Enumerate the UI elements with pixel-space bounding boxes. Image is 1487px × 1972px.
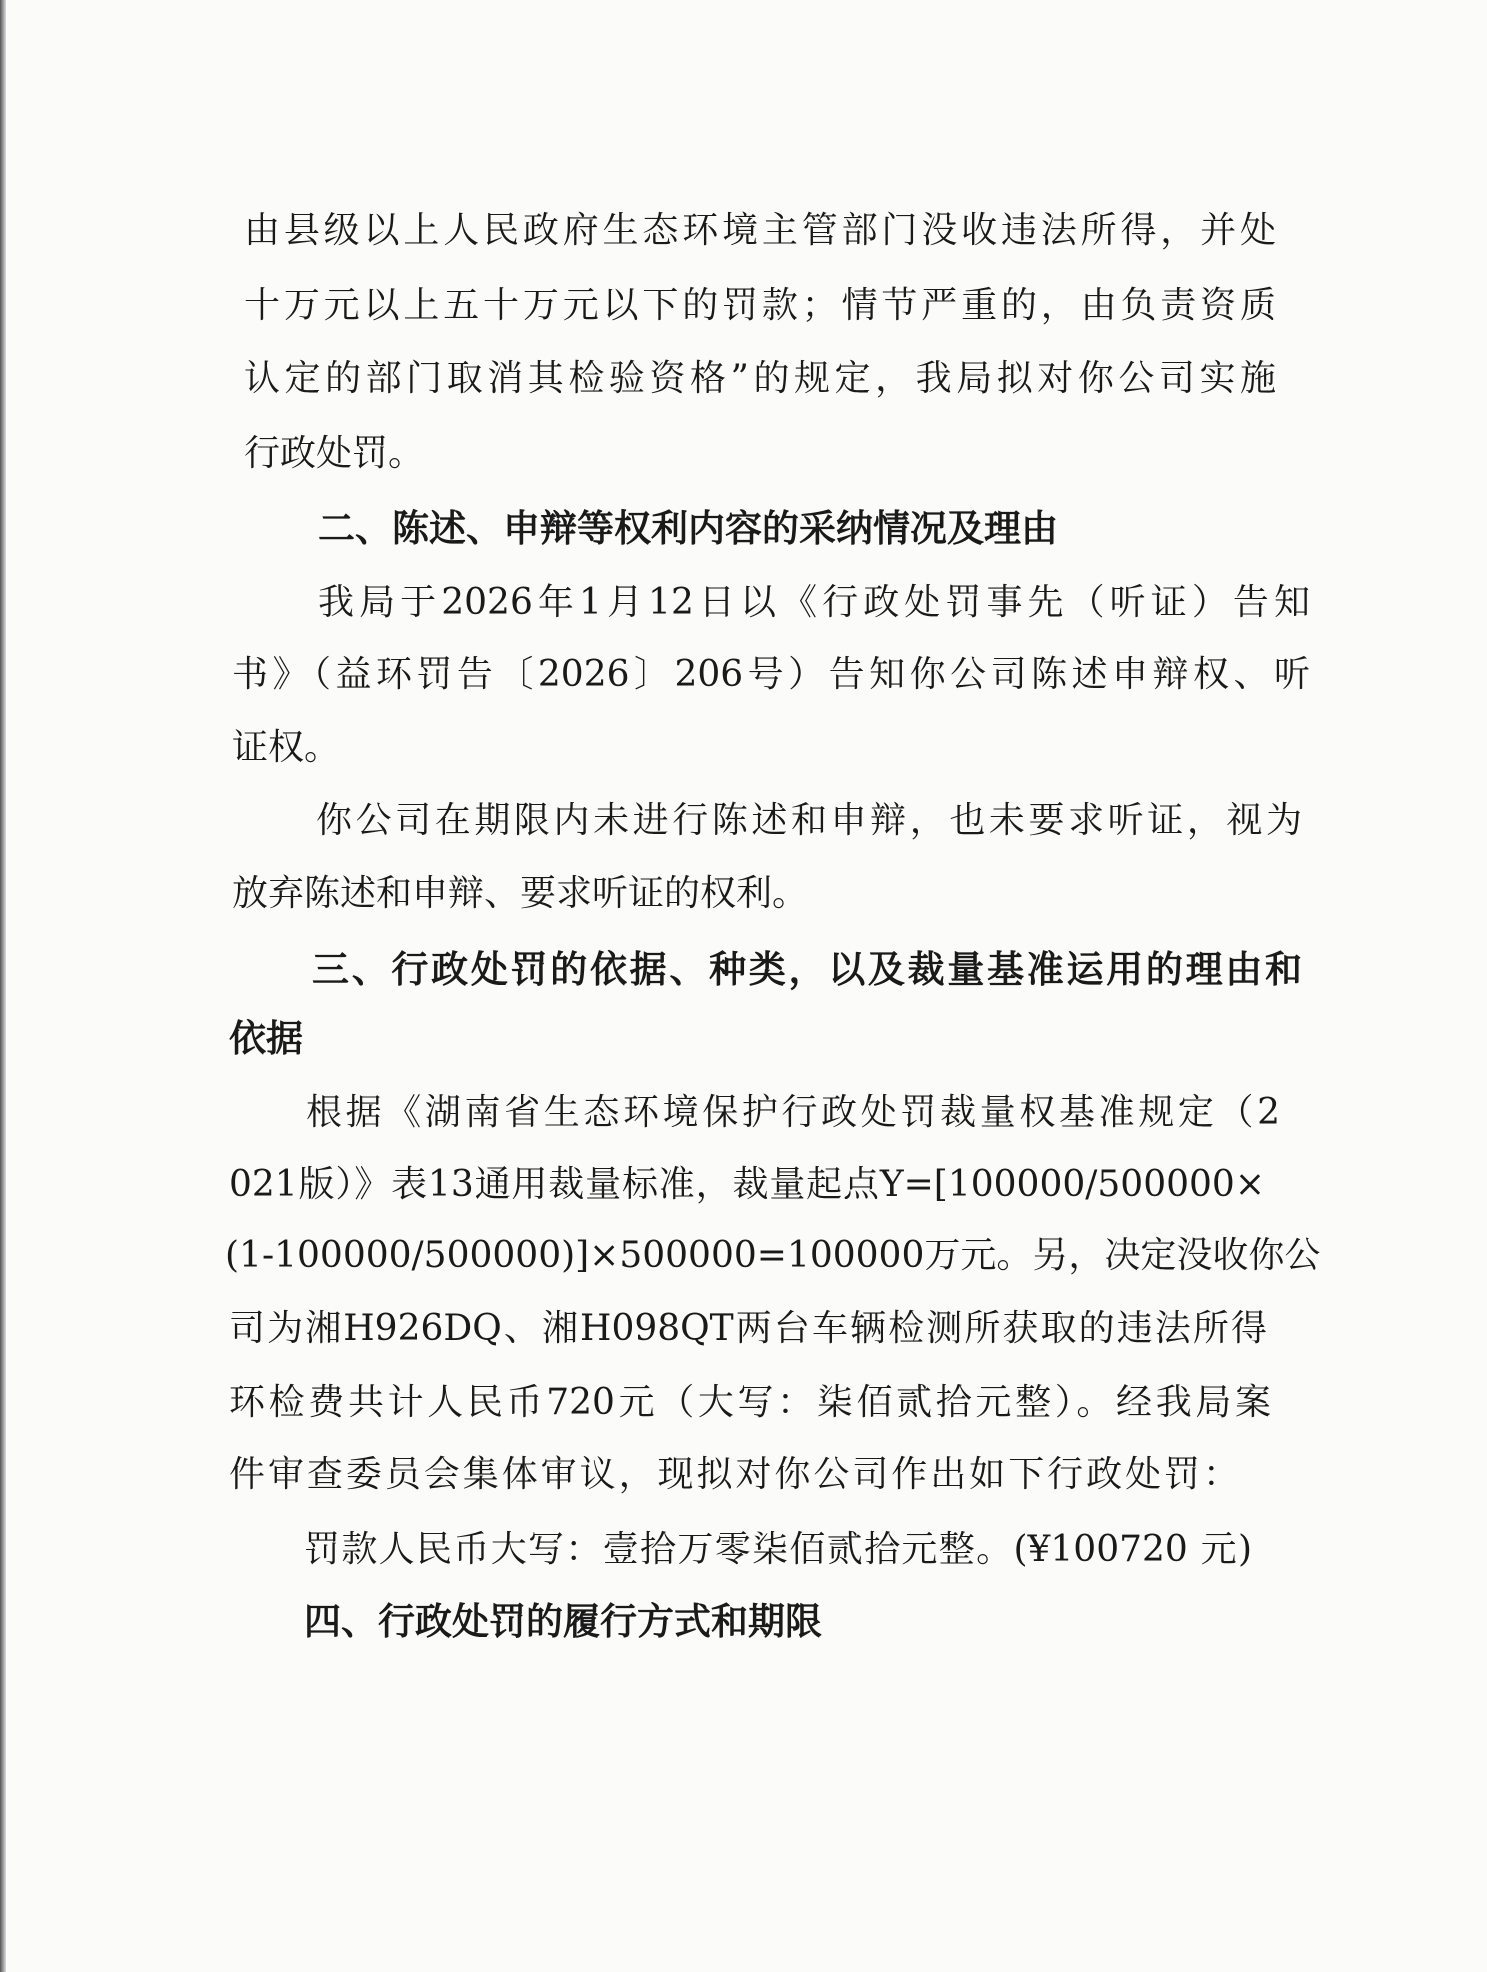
body-line: 书》（益环罚告〔2026〕206号）告知你公司陈述申辩权、听 [232, 654, 1310, 695]
body-line: 根据《湖南省生态环境保护行政处罚裁量权基准规定（2 [306, 1092, 1280, 1133]
body-line: (1-100000/500000)]×500000=100000万元。另，决定没收你公 [225, 1235, 1321, 1276]
body-line: 我局于2026年1月12日以《行政处罚事先（听证）告知 [318, 582, 1310, 623]
body-line: 证权。 [232, 727, 341, 768]
body-line: 行政处罚。 [244, 433, 425, 474]
scan-edge-shadow [0, 0, 6, 1972]
section-heading-3-cont: 依据 [229, 1016, 303, 1060]
body-line: 环检费共计人民币720元（大写：柒佰贰拾元整）。经我局案 [229, 1382, 1271, 1423]
body-line: 放弃陈述和申辩、要求听证的权利。 [232, 873, 809, 914]
body-line: 件审查委员会集体审议，现拟对你公司作出如下行政处罚： [229, 1454, 1239, 1495]
fine-amount-line: 罚款人民币大写：壹拾万零柒佰贰拾元整。(¥100720 元) [304, 1529, 1252, 1570]
section-heading-3: 三、行政处罚的依据、种类，以及裁量基准运用的理由和 [312, 947, 1302, 991]
body-line: 十万元以上五十万元以下的罚款；情节严重的，由负责资质 [244, 285, 1276, 326]
body-line: 你公司在期限内未进行陈述和申辩，也未要求听证，视为 [316, 800, 1302, 841]
body-line: 司为湘H926DQ、湘H098QT两台车辆检测所获取的违法所得 [229, 1308, 1267, 1349]
body-line: 由县级以上人民政府生态环境主管部门没收违法所得，并处 [244, 210, 1276, 251]
section-heading-2: 二、陈述、申辩等权利内容的采纳情况及理由 [318, 506, 1058, 550]
body-line: 认定的部门取消其检验资格”的规定，我局拟对你公司实施 [244, 358, 1276, 399]
section-heading-4: 四、行政处罚的履行方式和期限 [304, 1599, 822, 1643]
body-line: 021版）》表13通用裁量标准，裁量起点Y=[100000/500000× [229, 1164, 1265, 1205]
